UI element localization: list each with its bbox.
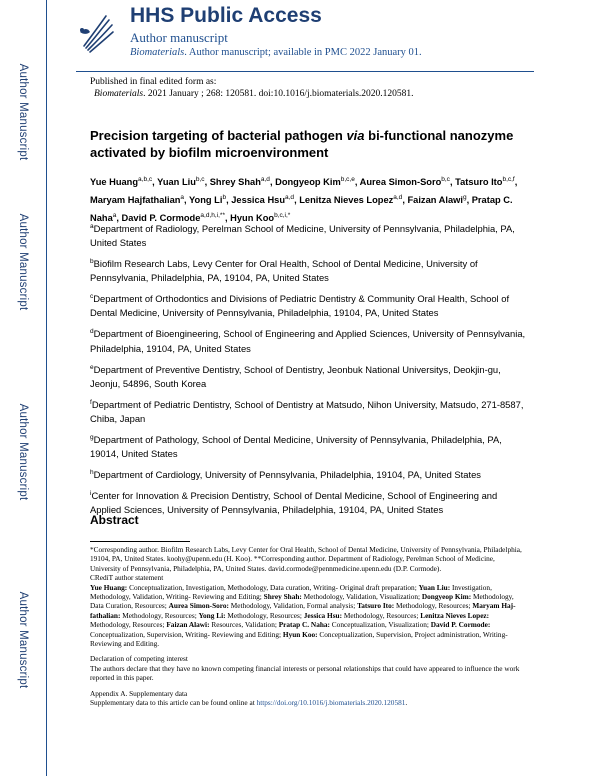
credit-author: Faizan Alawi: [166, 620, 210, 630]
credit-author: Yong Li: [198, 610, 226, 620]
credit-roles: Investigation, Methodology, Validation, Writing- Reviewing and Editing; [90, 582, 492, 602]
credit-statement [90, 583, 522, 649]
affiliation [90, 431, 530, 461]
author-affiliation-marker: a,d [393, 194, 403, 202]
affiliation-text: Department of Bioengineering, School of Engineering and Applied Sciences, University of Pennsylvania, Philadelphia, 19104, PA, United States [90, 328, 526, 354]
credit-roles: Methodology, Data Curation, Resources; [90, 592, 514, 611]
credit-roles: Methodology, Resources; [225, 610, 304, 620]
affiliation-marker: a [90, 223, 94, 230]
hhs-public-access-title: HHS Public Access [130, 4, 322, 27]
author-name: Faizan Alawi [407, 195, 463, 206]
author-name: Aurea Simon-Soro [359, 177, 442, 188]
author-name: Shrey Shah [209, 177, 261, 188]
author-affiliation-marker: b,c,i,* [274, 212, 291, 220]
citation-text: . 2021 January ; 268: 120581. doi:10.1016/j.biomaterials.2020.120581. [143, 89, 414, 99]
affiliation-text: Department of Radiology, Perelman School of Medicine, University of Pennsylvania, Philadelphia, PA, United States [90, 223, 515, 249]
credit-roles: Methodology, Validation, Visualization; [301, 592, 422, 602]
credit-roles: Methodology, Resources; [394, 601, 473, 611]
credit-roles: Conceptualization, Visualization; [329, 620, 431, 630]
abstract-heading: Abstract [90, 513, 139, 527]
credit-author: Lenitza Nieves Lopez: [420, 610, 490, 620]
credit-roles: Methodology, Resources; [342, 610, 421, 620]
availability-line [130, 47, 422, 58]
citation-journal: Biomaterials [94, 89, 144, 99]
author-affiliation-marker: a [112, 212, 117, 220]
author-separator: , [269, 177, 276, 188]
author-separator: , [204, 177, 210, 188]
author-separator: , [449, 177, 456, 188]
competing-heading: Declaration of competing interest [90, 654, 188, 664]
author-manuscript-label: Author Manuscript [17, 591, 29, 689]
author-name: Yuan Liu [157, 177, 196, 188]
affiliation-list [90, 220, 530, 522]
affiliation-text: Department of Cardiology, University of Pennsylvania, Philadelphia, 19104, PA, United States [93, 469, 481, 480]
credit-author: Jessica Hsu: [303, 610, 343, 620]
author-separator: , [152, 177, 158, 188]
availability-text: . Author manuscript; available in PMC 2022 January 01. [184, 47, 422, 58]
credit-author: David P. Cormode: [430, 620, 491, 630]
affiliation-text: Department of Preventive Dentistry, School of Dentistry, Jeonbuk National Universitys, Deokjin-gu, Jeonju, 54896, South Korea [90, 363, 501, 389]
affiliation [90, 220, 530, 250]
credit-author: Yuan Liu: [418, 582, 451, 592]
affiliation-text: Department of Orthodontics and Divisions of Pediatric Dentistry & Community Oral Health, School of Dental Medicine, University of Pennsylvania, Philadelphia, 19104, PA, United States [90, 293, 510, 319]
author-name: David P. Cormode [121, 213, 201, 224]
author-affiliation-marker: b,c,e [340, 176, 355, 183]
author-name: Hyun Koo [230, 213, 275, 224]
credit-roles: Conceptualization, Supervision, Writing- Reviewing and Editing; [90, 629, 283, 639]
author-manuscript-label: Author Manuscript [17, 213, 29, 311]
header-divider [76, 71, 534, 72]
affiliation [90, 361, 530, 391]
hhs-eagle-icon [76, 10, 116, 54]
affiliation-marker: i [90, 490, 92, 497]
author-name: Yue Huang [90, 177, 139, 188]
author-manuscript-label: Author Manuscript [17, 403, 29, 501]
appendix-heading: Appendix A. Supplementary data [90, 688, 188, 698]
affiliation-marker: d [90, 328, 94, 336]
credit-heading: CRediT author statement [90, 573, 164, 583]
title-part: Precision targeting of bacterial pathogen [90, 128, 347, 143]
author-affiliation-marker: b,c [195, 176, 205, 183]
footnote-divider [90, 541, 190, 542]
author-separator: , [402, 195, 408, 206]
author-name: Pratap C. Naha [90, 195, 513, 224]
left-sidebar [0, 0, 46, 776]
author-affiliation-marker: a [180, 194, 185, 202]
affiliation-marker: e [90, 363, 94, 371]
citation-line [90, 88, 414, 100]
author-manuscript-label: Author Manuscript [17, 63, 29, 161]
affiliation-marker: c [90, 293, 94, 301]
author-affiliation-marker: a,b,c [138, 176, 153, 183]
supp-text: Supplementary data to this article can be found online at [90, 698, 257, 708]
journal-name: Biomaterials [130, 47, 185, 58]
credit-roles: Conceptualization, Investigation, Methodology, Data curation, Writing- Original draft preparation; [127, 582, 419, 592]
affiliation-text: Department of Pathology, School of Dental Medicine, University of Pennsylvania, Philadelphia, PA, 19014, United States [90, 433, 502, 459]
affiliation [90, 466, 530, 482]
author-name: Yong Li [189, 195, 223, 206]
affiliation-text: Department of Pediatric Dentistry, School of Dentistry at Matsudo, Nihon University, Matsudo, 271-8587, Chiba, Japan [90, 398, 524, 424]
author-manuscript-subtitle: Author manuscript [130, 30, 228, 45]
affiliation-marker: g [90, 433, 94, 441]
publication-info [90, 76, 414, 100]
affiliation [90, 255, 530, 285]
author-separator: , [226, 195, 232, 206]
credit-author: Maryam Haj-fathalian: [90, 601, 516, 620]
author-name: Lenitza Nieves Lopez [299, 195, 394, 206]
competing-text: The authors declare that they have no known competing financial interests or personal relationships that could have appeared to influence the work reported in this paper. [90, 663, 520, 683]
author-affiliation-marker: a,d [260, 176, 270, 183]
credit-author: Hyun Koo: [282, 629, 318, 639]
published-line: Published in final edited form as: [90, 77, 217, 87]
affiliation [90, 487, 530, 517]
author-name: Tatsuro Ito [455, 177, 503, 188]
author-affiliation-marker: b,c,f [502, 176, 515, 183]
author-affiliation-marker: g [462, 194, 467, 202]
author-name: Dongyeop Kim [275, 177, 341, 188]
credit-roles: Methodology, Resources; [90, 620, 167, 630]
author-affiliation-marker: a,d,h,i,** [200, 212, 225, 220]
author-affiliation-marker: a,d [285, 194, 295, 202]
affiliation-text: Center for Innovation & Precision Dentistry, School of Dental Medicine, School of Engineering and Applied Sciences, University of Pennsylvania, Philadelphia, 19104, PA, United States [90, 490, 498, 516]
affiliation [90, 290, 530, 320]
credit-author: Shrey Shah: [263, 592, 302, 602]
author-separator: , [466, 195, 472, 206]
supp-end: . [405, 698, 408, 708]
author-affiliation-marker: b [222, 194, 227, 202]
author-separator: , [294, 195, 300, 206]
article-title [90, 127, 520, 161]
author-separator: , [116, 213, 122, 224]
credit-roles: Methodology, Validation, Formal analysis; [228, 601, 358, 611]
author-separator: , [354, 177, 360, 188]
affiliation-text: Biofilm Research Labs, Levy Center for Oral Health, School of Dental Medicine, University of Pennsylvania, Philadelphia, PA, 19104, PA, United States [90, 258, 478, 284]
author-name: Maryam Hajfathalian [90, 195, 181, 206]
author-separator: , [224, 213, 231, 224]
credit-roles: Resources, Validation; [209, 620, 279, 630]
credit-roles: Methodology, Resources; [120, 610, 199, 620]
credit-author: Tatsuro Ito: [357, 601, 395, 611]
credit-roles: Conceptualization, Supervision, Project administration, Writing- Reviewing and Editing. [90, 629, 508, 649]
affiliation-marker: b [90, 258, 94, 266]
footnotes [90, 545, 522, 708]
corresponding-note: *Corresponding author. Biofilm Research Labs, Levy Center for Oral Health, School of Dental Medicine, University of Pennsylvania, Philadelphia, 19104, PA, United States. koohy@upenn.edu (H. Koo). **Corresponding author. Department of Radiology, Perelman School of Medicine, University of Pennsylvania, Philadelphia, PA, United States. david.cormode@pennmedicine.upenn.edu (D.P. Cormode). [90, 545, 522, 573]
author-name: Jessica Hsu [231, 195, 286, 206]
credit-author: Pratap C. Naha: [278, 620, 330, 630]
author-separator: , [184, 195, 190, 206]
affiliation-marker: h [90, 468, 94, 476]
affiliation [90, 325, 530, 355]
supplementary-note [90, 698, 522, 707]
credit-author: Dongyeop Kim: [421, 592, 472, 602]
author-affiliation-marker: b,c [441, 176, 450, 183]
affiliation-marker: f [90, 398, 92, 406]
author-list [90, 172, 530, 226]
credit-author: Yue Huang: [90, 582, 128, 592]
sidebar-divider [46, 0, 47, 776]
credit-author: Aurea Simon-Soro: [168, 601, 229, 611]
author-separator: , [514, 177, 518, 188]
title-part: bi-functional nanozyme activated by biofilm microenvironment [90, 128, 514, 160]
supplementary-link[interactable]: https://doi.org/10.1016/j.biomaterials.2020.120581 [256, 698, 406, 708]
title-part: via [346, 128, 365, 143]
affiliation [90, 396, 530, 426]
